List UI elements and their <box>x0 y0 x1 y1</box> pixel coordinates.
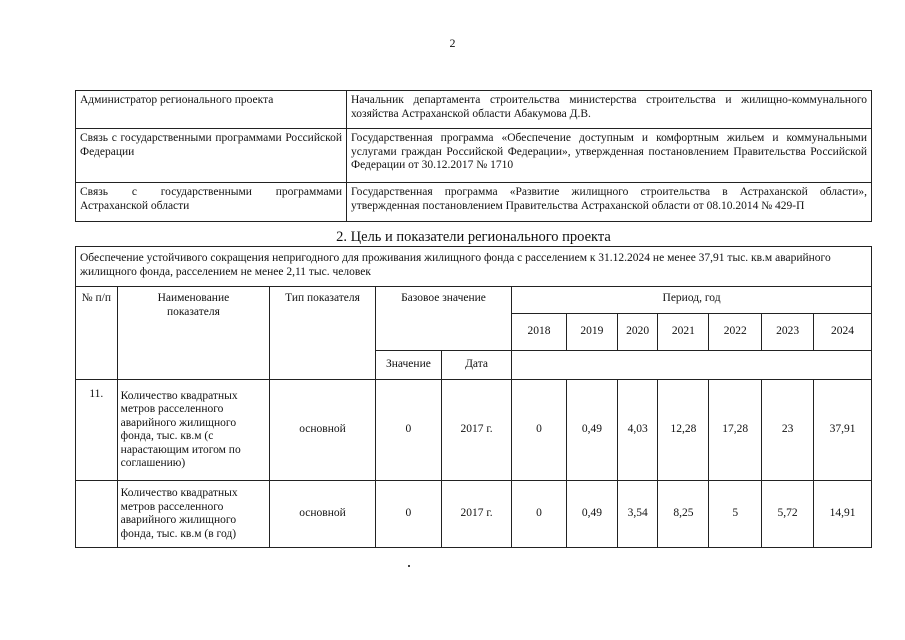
indicator-type: основной <box>270 380 376 481</box>
header-year: 2024 <box>814 314 872 351</box>
table-row <box>76 380 872 481</box>
row-number: 11. <box>76 380 118 481</box>
indicators-table <box>75 246 872 548</box>
header-year: 2021 <box>658 314 709 351</box>
base-date: 2017 г. <box>441 380 511 481</box>
year-cells-blank <box>512 351 872 380</box>
info-row <box>76 183 872 222</box>
year-value: 0 <box>512 380 567 481</box>
info-row <box>76 91 872 129</box>
year-value: 17,28 <box>709 380 762 481</box>
info-value: Начальник департамента строительства министерства строительства и жилищно-коммунального хозяйства Астраханской области Абакумова Д.В. <box>347 91 872 129</box>
info-label: Связь с государственными программами Российской Федерации <box>76 129 347 183</box>
scan-speck <box>408 565 410 567</box>
header-date: Дата <box>441 351 511 380</box>
year-value: 3,54 <box>617 481 658 548</box>
header-year: 2022 <box>709 314 762 351</box>
year-value: 5,72 <box>762 481 814 548</box>
year-value: 0,49 <box>566 481 617 548</box>
year-value: 14,91 <box>814 481 872 548</box>
header-type: Тип показателя <box>270 287 376 380</box>
info-label: Администратор регионального проекта <box>76 91 347 129</box>
header-period: Период, год <box>512 287 872 314</box>
base-value: 0 <box>375 380 441 481</box>
page-number: 2 <box>449 36 456 50</box>
year-value: 23 <box>762 380 814 481</box>
header-name: Наименование показателя <box>117 287 269 380</box>
header-num: № п/п <box>76 287 118 380</box>
year-value: 0,49 <box>566 380 617 481</box>
year-value: 0 <box>512 481 567 548</box>
year-value: 4,03 <box>617 380 658 481</box>
goal-text: Обеспечение устойчивого сокращения непригодного для проживания жилищного фонда с расселением к 31.12.2024 не менее 37,91 тыс. кв.м аварийного жилищного фонда, расселением не менее 2,11 тыс. человек <box>76 247 872 287</box>
row-number <box>76 481 118 548</box>
year-value: 5 <box>709 481 762 548</box>
indicator-name: Количество квадратных метров расселенного аварийного жилищного фонда, тыс. кв.м (с нарастающим итогом по соглашению) <box>117 380 269 481</box>
info-value: Государственная программа «Развитие жилищного строительства в Астраханской области», утвержденная постановлением Правительства Астраханской области от 08.10.2014 № 429-П <box>347 183 872 222</box>
base-value: 0 <box>375 481 441 548</box>
table-row <box>76 481 872 548</box>
info-row <box>76 129 872 183</box>
year-value: 37,91 <box>814 380 872 481</box>
header-year: 2020 <box>617 314 658 351</box>
header-year: 2019 <box>566 314 617 351</box>
header-year: 2018 <box>512 314 567 351</box>
header-base-value: Базовое значение <box>375 287 511 351</box>
project-info-table <box>75 90 872 222</box>
base-date: 2017 г. <box>441 481 511 548</box>
header-value: Значение <box>375 351 441 380</box>
info-label: Связь с государственными программами Астраханской области <box>76 183 347 222</box>
header-year: 2023 <box>762 314 814 351</box>
indicator-type: основной <box>270 481 376 548</box>
info-value: Государственная программа «Обеспечение доступным и комфортным жильем и коммунальными услугами граждан Российской Федерации», утвержденная постановлением Правительства Российской Федерации от 30.12.2017 № 1710 <box>347 129 872 183</box>
year-value: 12,28 <box>658 380 709 481</box>
section-title: 2. Цель и показатели регионального проекта <box>336 229 611 245</box>
year-value: 8,25 <box>658 481 709 548</box>
indicator-name: Количество квадратных метров расселенного аварийного жилищного фонда, тыс. кв.м (в год) <box>117 481 269 548</box>
